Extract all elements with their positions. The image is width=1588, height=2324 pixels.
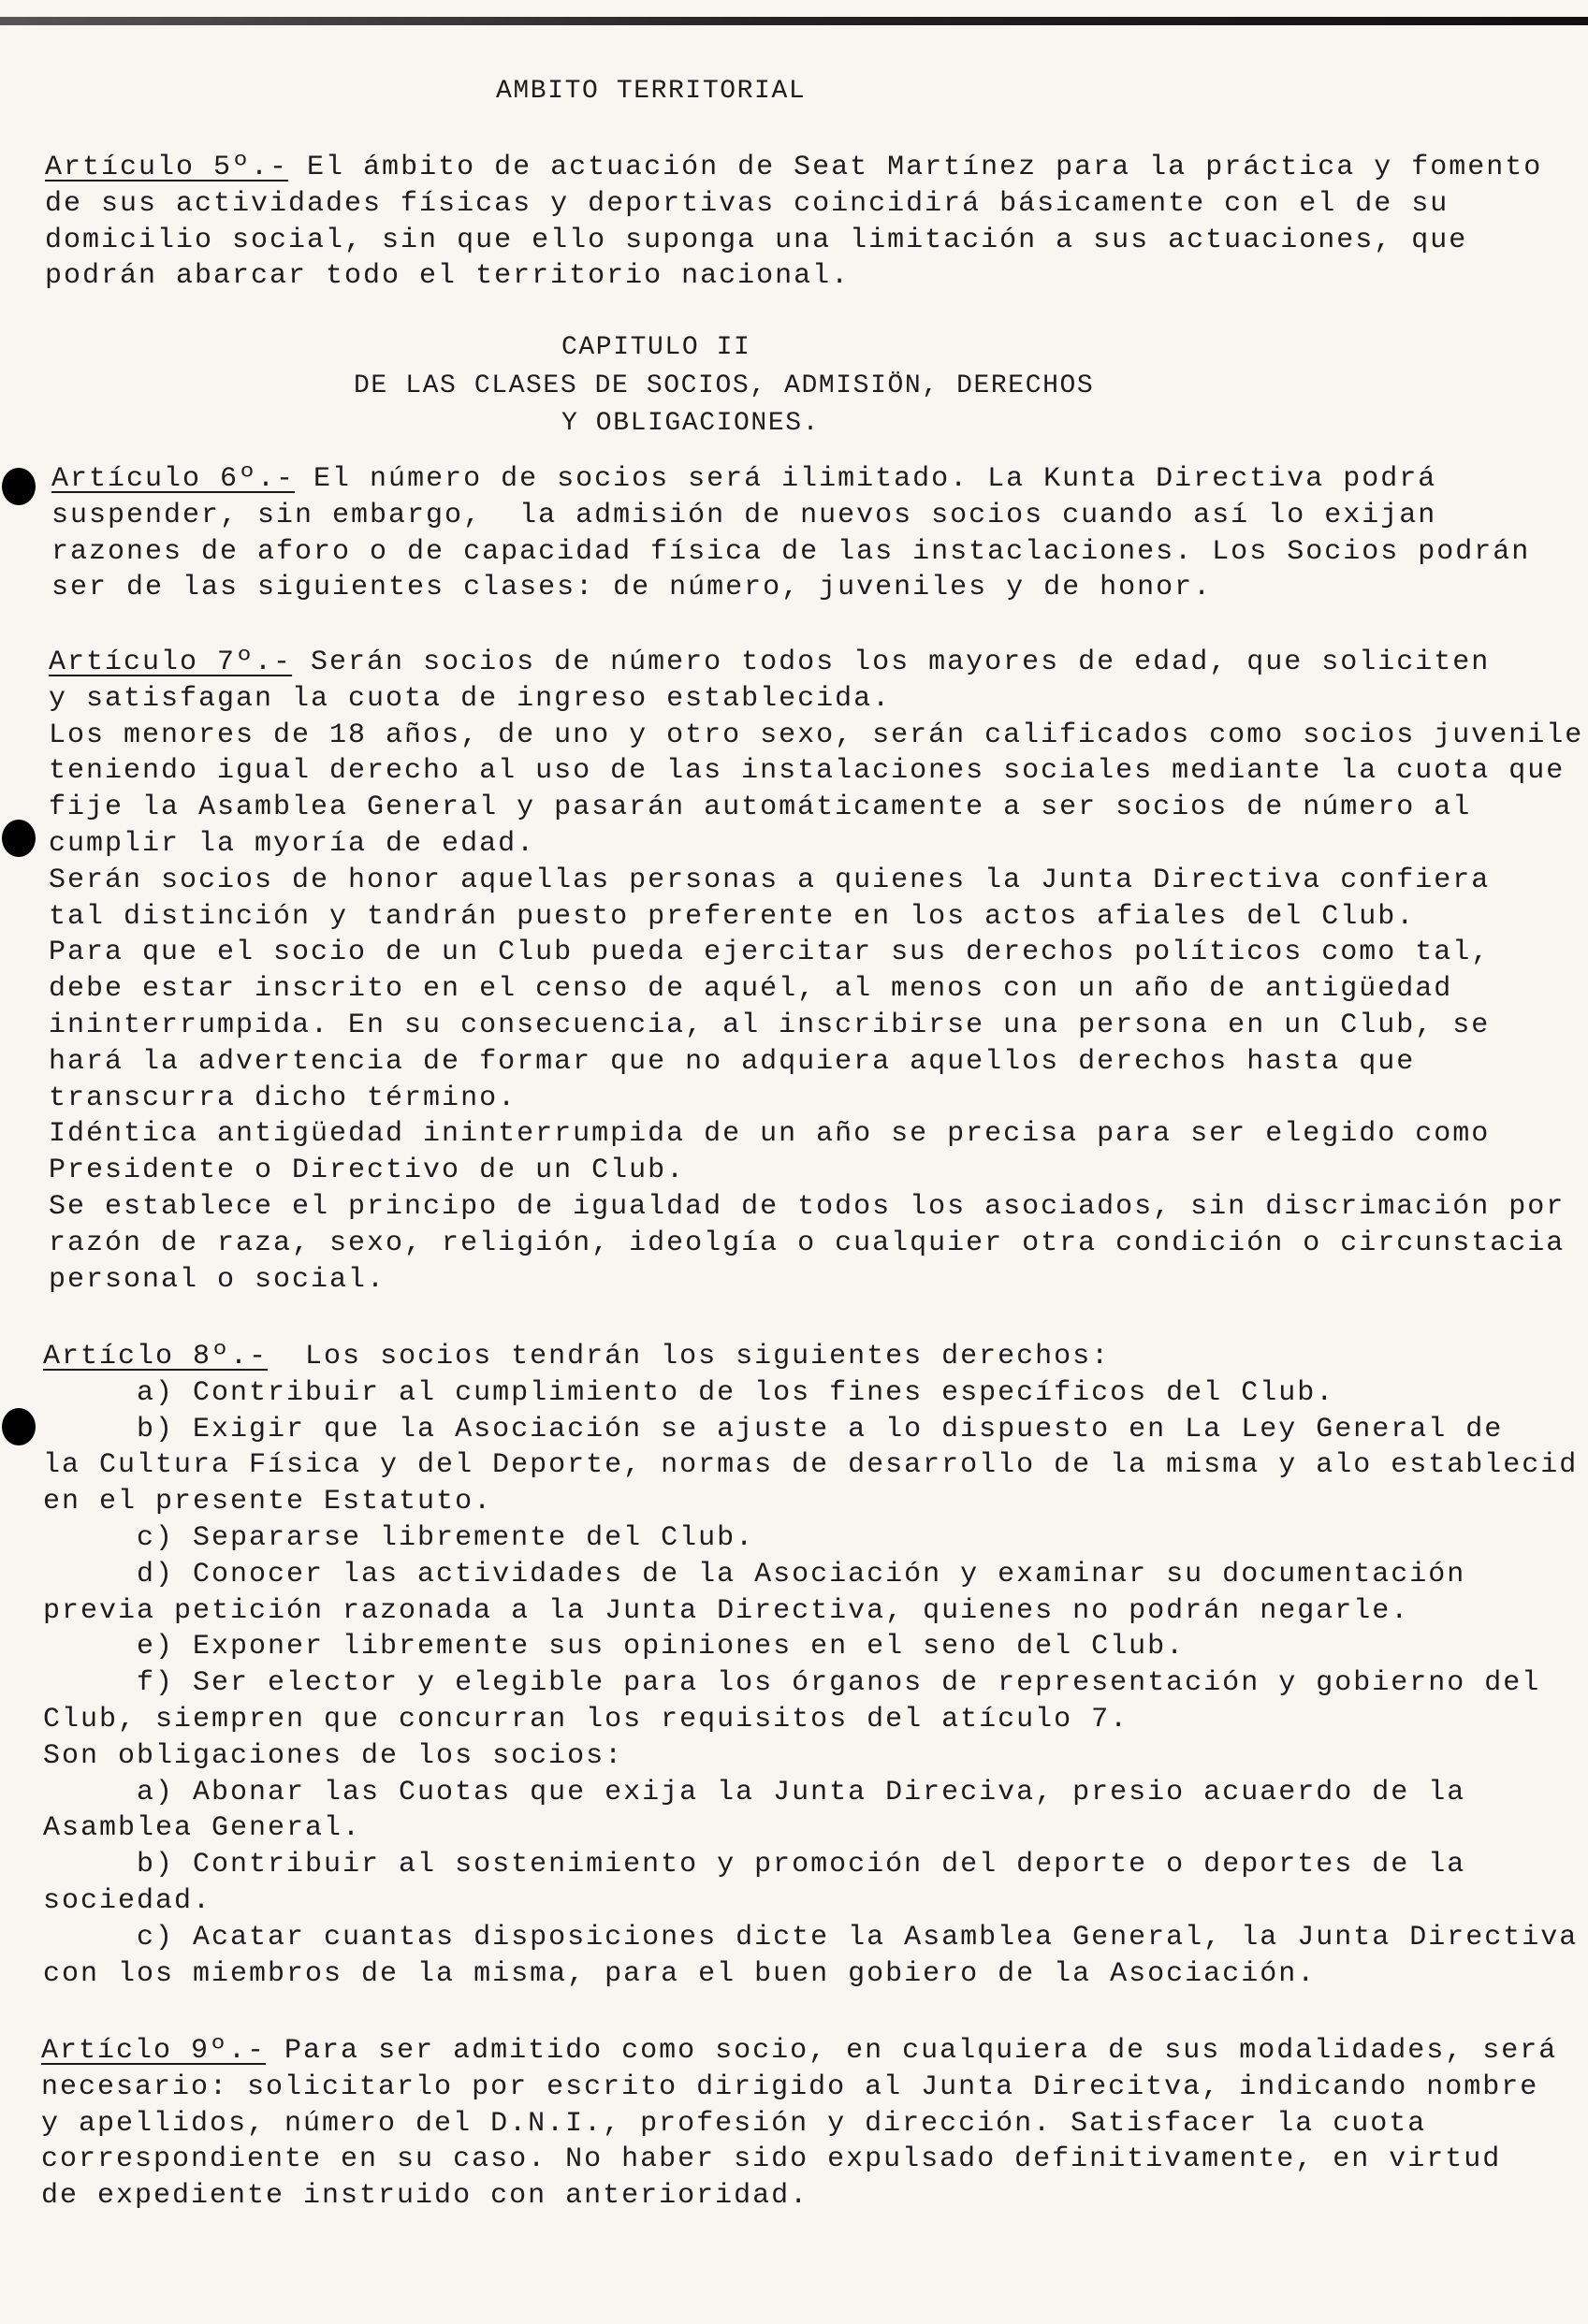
text-line [41,2033,1557,2070]
article-text: de sus actividades físicas y deportivas coincidirá básicamente con el de su [45,187,1450,220]
article-text: Para que el socio de un Club pueda ejercitar sus derechos políticos como tal, [49,937,1491,969]
text-line [49,1189,1583,1226]
article-text: la Cultura Física y del Deporte, normas de desarrollo de la misma y alo establecid [43,1449,1579,1482]
text-line [49,1226,1583,1262]
text-line [45,186,1542,223]
text-line [49,863,1583,899]
text-line [43,1665,1578,1702]
article-text: suspender, sin embargo, la admisión de nuevos socios cuando así lo exijan [51,499,1437,531]
article-text: Club, siempren que concurran los requisitos del atículo 7. [43,1703,1129,1736]
article-text: c) Acatar cuantas disposiciones dicte la Asamblea General, la Junta Directiva [43,1921,1579,1954]
article-text: tal distinción y tandrán puesto preferente en los actos afiales del Club. [49,900,1416,933]
text-line [49,1081,1583,1117]
article-text: Serán socios de número todos los mayores de edad, que soliciten [292,646,1491,678]
article-text: domicilio social, sin que ello suponga una limitación a sus actuaciones, que [45,224,1468,256]
text-line [43,1412,1578,1448]
article-text: Los menores de 18 años, de uno y otro sexo, serán calificados como socios juvenile [49,719,1584,751]
article-text: Idéntica antigüedad ininterrumpida de un año se precisa para ser elegido como [49,1118,1491,1151]
text-line [49,645,1583,681]
article-text: Asamblea General. [43,1812,362,1845]
text-line [51,570,1530,606]
article-text: cumplir la myoría de edad. [49,827,536,860]
article-text: ser de las siguientes clases: de número, juveniles y de honor. [51,572,1213,604]
article-text: transcurra dicho término. [49,1082,517,1114]
article-text: Son obligaciones de los socios: [43,1739,624,1772]
article-9 [41,2033,1557,2215]
article-text: de expediente instruido con anterioridad. [41,2180,809,2213]
article-text: podrán abarcar todo el territorio nacional. [45,260,851,293]
article-text: ininterrumpida. En su consecuencia, al inscribirse una persona en un Club, se [49,1009,1491,1041]
article-text: Para ser admitido como socio, en cualquiera de sus modalidades, será [266,2035,1558,2067]
article-label: Artíclo 9º.- [41,2035,267,2067]
text-line [43,1593,1578,1630]
text-line [41,2178,1557,2215]
article-text: y satisfagan la cuota de ingreso establecida. [49,682,892,715]
article-text: correspondiente en su caso. No haber sido expulsado definitivamente, en virtud [41,2143,1502,2176]
text-line [43,1738,1578,1775]
text-line [43,1847,1578,1883]
article-text: El ámbito de actuación de Seat Martínez para la práctica y fomento [288,152,1543,183]
article-5 [45,150,1542,295]
article-label: Artíclo 8º.- [43,1341,269,1373]
text-line [49,1153,1583,1189]
article-text: b) Exigir que la Asociación se ajuste a lo dispuesto en La Ley General de [43,1413,1504,1445]
text-line [49,826,1583,863]
text-line [49,971,1583,1008]
article-text: Serán socios de honor aquellas personas a quienes la Junta Directiva confiera [49,864,1491,896]
text-line [51,498,1530,534]
section-title: AMBITO TERRITORIAL [496,77,807,106]
text-line [51,461,1530,498]
article-text: El número de socios será ilimitado. La Kunta Directiva podrá [295,463,1437,495]
article-label: Artículo 5º.- [45,152,289,183]
text-line [43,1520,1578,1557]
text-line [51,534,1530,571]
punch-hole-mark [2,1408,36,1445]
article-8 [43,1339,1578,1992]
text-line [43,1920,1578,1956]
text-line [49,790,1583,826]
article-text: Los socios tendrán los siguientes derechos: [268,1341,1111,1373]
text-line [49,1116,1583,1153]
article-text: y apellidos, número del D.N.I., profesión y dirección. Satisfacer la cuota [41,2107,1427,2140]
article-text: Presidente o Directivo de un Club. [49,1155,686,1187]
chapter-subtitle: DE LAS CLASES DE SOCIOS, ADMISIÖN, DERECHOS [354,371,1095,400]
text-line [43,1484,1578,1520]
text-line [43,1557,1578,1593]
article-text: a) Abonar las Cuotas que exija la Junta Direciva, presio acuaerdo de la [43,1776,1466,1808]
text-line [43,1810,1578,1847]
article-text: hará la advertencia de formar que no adquiera aquellos derechos hasta que [49,1045,1416,1078]
text-line [41,2106,1557,2142]
scan-top-edge [0,17,1588,25]
text-line [43,1775,1578,1811]
punch-hole-mark [2,820,36,857]
article-label: Artículo 7º.- [49,646,293,678]
text-line [49,718,1583,754]
text-line [43,1375,1578,1412]
article-label: Artículo 6º.- [51,463,296,495]
text-line [45,223,1542,259]
article-text: debe estar inscrito en el censo de aquél, al menos con un año de antigüedad [49,973,1453,1006]
article-text: Se establece el principo de igualdad de todos los asociados, sin discrimación por [49,1190,1566,1223]
article-text: c) Separarse libremente del Club. [43,1521,755,1554]
article-text: f) Ser elector y elegible para los órganos de representación y gobierno del [43,1667,1541,1700]
chapter-title: CAPITULO II [561,333,751,362]
article-7 [49,645,1583,1298]
text-line [43,1883,1578,1920]
punch-hole-mark [2,468,36,505]
text-line [43,1956,1578,1993]
article-text: personal o social. [49,1263,386,1296]
text-line [49,935,1583,971]
article-text: fije la Asamblea General y pasarán automáticamente a ser socios de número al [49,792,1472,824]
text-line [45,150,1542,186]
article-text: teniendo igual derecho al uso de las instalaciones sociales mediante la cuota que [49,755,1566,788]
article-text: razón de raza, sexo, religión, ideolgía o cualquier otra condición o circunstacia [49,1227,1566,1259]
text-line [43,1447,1578,1484]
text-line [41,2070,1557,2106]
article-text: con los miembros de la misma, para el buen gobiero de la Asociación. [43,1957,1317,1990]
article-text: razones de aforo o de capacidad física de las instaclaciones. Los Socios podrán [51,535,1531,568]
text-line [43,1339,1578,1375]
article-text: necesario: solicitarlo por escrito dirigido al Junta Direcitva, indicando nombre [41,2070,1539,2103]
text-line [49,1262,1583,1299]
text-line [49,1044,1583,1081]
chapter-subtitle-2: Y OBLIGACIONES. [561,409,821,438]
text-line [45,258,1542,295]
article-text: sociedad. [43,1884,212,1917]
article-text: b) Contribuir al sostenimiento y promoción del deporte o deportes de la [43,1849,1466,1881]
text-line [49,681,1583,718]
article-text: e) Exponer libremente sus opiniones en el seno del Club. [43,1631,1186,1663]
article-6 [51,461,1530,606]
text-line [49,753,1583,790]
article-text: en el presente Estatuto. [43,1486,493,1518]
text-line [43,1702,1578,1738]
text-line [49,899,1583,936]
text-line [43,1629,1578,1665]
article-text: a) Contribuir al cumplimiento de los fines específicos del Club. [43,1376,1335,1409]
text-line [41,2142,1557,2178]
article-text: previa petición razonada a la Junta Directiva, quienes no podrán negarle. [43,1594,1410,1627]
text-line [49,1008,1583,1044]
article-text: d) Conocer las actividades de la Asociación y examinar su documentación [43,1558,1466,1590]
